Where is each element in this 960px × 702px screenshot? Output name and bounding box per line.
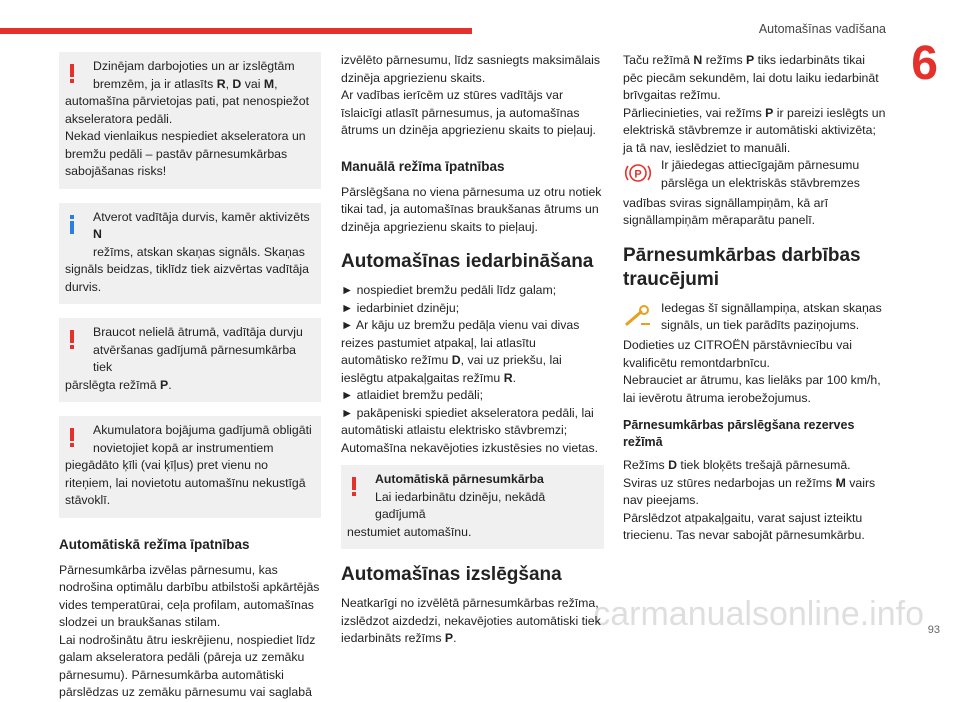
paragraph: Pārnesumkārba izvēlas pārnesumu, kas nodrošina optimālu darbību atbilstoši apkārtējās vides temperatūrai, ceļa profilam, automašīnas slodzei un braukšanas stilam. [59,562,320,629]
paragraph: Dodieties uz CITROËN pārstāvniecību vai kvalificētu remontdarbnīcu. [623,338,852,370]
text: M [263,76,275,91]
text: režīms, atskan skaņas signāls. Skaņas [93,244,305,259]
paragraph: Pārslēgšana no viena pārnesuma uz otru notiek tikai tad, ja automašīnas braukšanas ātrums un dzinēja apgriezienu skaits to pieļauj. [341,184,602,234]
text: novietojiet kopā ar instrumentiem [93,440,274,455]
column-2 [341,52,604,648]
section-heading: Pārnesumkārbas pārslēgšana rezerves režīmā [623,418,855,449]
text: Taču režīmā [623,53,694,67]
warning-box-3 [59,416,321,518]
text: Režīms [623,458,669,472]
header-red-bar [0,28,472,34]
warning-text: Nekad vienlaikus nespiediet akseleratora un bremžu pedāli – pastāv pārnesumkārbas sabojāšanas risks! [65,129,306,178]
parking-brake-warning-icon [623,159,653,193]
spanner-warning-icon [623,302,653,336]
text: P [160,377,169,392]
warning-text: automašīna pārvietojas pati, pat nenospiežot akseleratora pedāli. [65,94,310,126]
text: ► Ar kāju uz bremžu pedāļa vienu vai divas reizes pastumiet atpakaļ, lai atlasītu automātisko režīmu [341,318,580,367]
warning-text: Lai iedarbinātu dzinēju, nekādā gadījumā [375,489,546,521]
paragraph: Pārslēdzot atpakaļgaitu, varat sajust izteiktu triecienu. Tas nevar sabojāt pārnesumkārbu. [623,510,865,542]
text: . [453,631,457,645]
section-heading: Pārnesumkārbas darbības traucējumi [623,244,861,290]
text: D [668,458,677,472]
text: N [93,227,102,241]
paragraph: Ar vadības ierīcēm uz stūres vadītājs var īslaicīgi atlasīt pārnesumus, ja automašīnas ātrums un dzinēja apgriezienu skaits to pieļauj. [341,88,596,137]
step: ► pakāpeniski spiediet akseleratora pedāli, lai automātiski atlaistu elektrisko stāvbremzi; [341,405,594,437]
text: režīms [702,53,747,67]
section-heading: Automašīnas izslēgšana [341,564,562,585]
text: N [693,53,703,67]
column-3 [623,52,886,545]
text: , vai uz priekšu, lai ieslēgtu atpakaļgaitas režīmu [341,353,562,385]
text: Ir jāiedegas attiecīgajām pārnesumu [661,158,860,172]
text: signāls, un tiek parādīts paziņojums. [661,318,860,332]
exclamation-icon [67,330,77,356]
text: , [225,76,233,91]
text: . [168,377,172,392]
text: D [232,76,242,91]
text: tiks iedarbināts tikai pēc piecām sekundēm, lai dotu laiku iedarbināt brīvgaitas režīmu. [623,53,879,102]
step: ► atlaidiet bremžu pedāli; [341,388,484,402]
column-1 [59,52,321,702]
indicator-paragraph [623,300,886,373]
text: Dzinējam darbojoties un ar izslēgtām [93,59,295,73]
box-title: Automātiskā pārnesumkārba [375,472,544,486]
text: vairs nav pieejams. [623,475,876,507]
section-title: Automašīnas vadīšana [758,22,886,36]
exclamation-icon [67,64,77,90]
svg-text:P: P [634,168,642,181]
text: P [765,105,774,120]
warning-text: nestumiet automašīnu. [347,524,472,539]
watermark: carmanualsonline.info [593,595,924,633]
paragraph: Lai nodrošinātu ātru ieskrējienu, nospiediet līdz galam akseleratora pedāli (pāreja uz zemāku pārnesumu). Pārnesumkārba automātiski pārslēdzas uz zemāku pārnesumu vai saglabā [59,632,316,699]
paragraph: Automašīna nekavējoties izkustēsies no vietas. [341,440,599,455]
info-text: signāls beidzas, tiklīdz tiek aizvērtas vadītāja durvis. [65,262,310,294]
warning-box-4 [341,465,604,549]
text: Pārliecinieties, vai režīms [623,105,766,120]
warning-text: piegādāto ķīli (vai ķīļus) pret vienu no riteņiem, lai novietotu automašīnu nekustīgā stāvoklī. [65,458,306,507]
text: Akumulatora bojājuma gadījumā obligāti [93,423,312,437]
text: Braucot nelielā ātrumā, vadītāja durvju [93,325,303,339]
indicator-paragraph [623,157,886,230]
text: D [451,353,461,367]
info-icon [67,215,77,241]
step: ► nospiediet bremžu pedāli līdz galam; [341,283,557,297]
text: pārslēgta režīmā [65,377,161,392]
text: Atverot vadītāja durvis, kamēr aktivizēts [93,209,310,224]
chapter-number: 6 [911,37,938,90]
text: R [216,76,226,91]
text: P [444,631,454,645]
exclamation-icon [67,428,77,454]
text: M [835,475,846,490]
text: Sviras uz stūres nedarbojas un režīms [623,475,836,490]
page-number: 93 [927,624,940,636]
text: tiek bloķēts trešajā pārnesumā. [676,458,851,472]
text: Neatkarīgi no izvēlētā pārnesumkārbas režīma, izslēdzot aizdedzi, nekavējoties automātiski tiek iedarbināts režīms [341,596,601,645]
paragraph: vadības sviras signāllampiņām, kā arī signāllampiņām mēraparātu panelī. [623,195,829,227]
text: ir pareizi ieslēgts un elektriskā stāvbremze ir automātiski aktivizēta; ja tā nav, ieslēdziet to manuāli. [623,105,886,155]
text: R [503,370,513,385]
info-box [59,203,321,305]
step: ► iedarbiniet dzinēju; [341,300,460,315]
text: . [512,370,516,385]
paragraph: Nebrauciet ar ātrumu, kas lielāks par 100 km/h, lai ievērotu ātruma ierobežojumus. [623,373,881,405]
text: vai [241,76,264,91]
text: Iedegas šī signāllampiņa, atskan skaņas [661,300,882,315]
text: atvēršanas gadījumā pārnesumkārba tiek [93,342,297,374]
exclamation-icon [349,477,359,503]
text: pārslēga un elektriskās stāvbremzes [661,175,860,190]
text: , [274,76,278,91]
section-heading: Manuālā režīma īpatnības [341,158,505,174]
paragraph: izvēlēto pārnesumu, līdz sasniegts maksimālais dzinēja apgriezienu skaits. [341,53,601,85]
section-heading: Automašīnas iedarbināšana [341,251,594,272]
text: P [746,53,755,67]
step [341,317,604,387]
warning-box-2 [59,318,321,402]
warning-box-1 [59,52,321,189]
section-heading: Automātiskā režīma īpatnības [59,536,250,552]
text: bremzēm, ja ir atlasīts [93,76,217,91]
